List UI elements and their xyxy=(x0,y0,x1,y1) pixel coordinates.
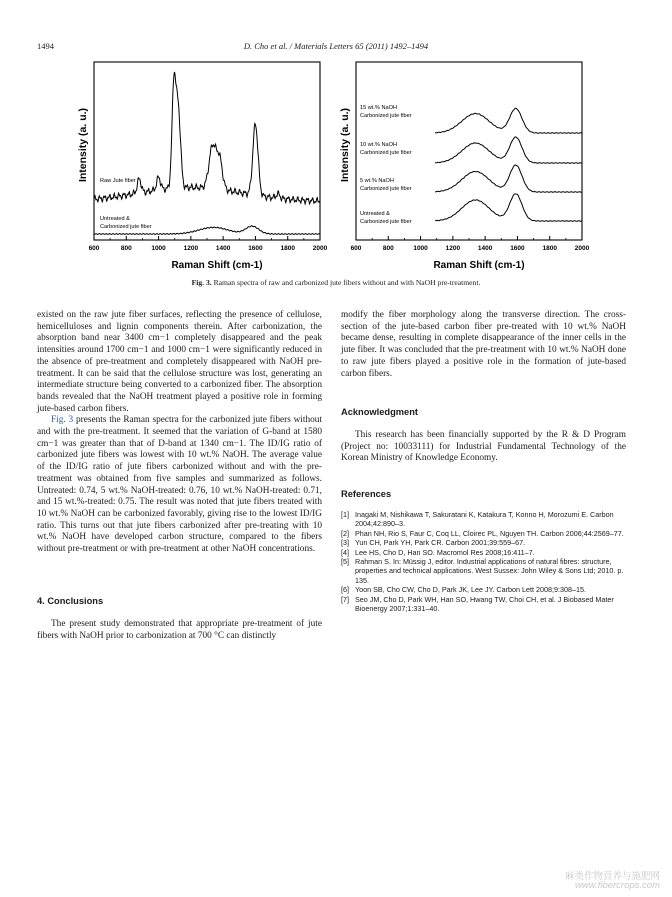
figure-caption xyxy=(0,278,672,287)
reference-number: [7] xyxy=(341,594,349,604)
references-heading: References xyxy=(341,489,392,499)
x-tick-label: 1800 xyxy=(542,245,557,252)
reference-number: [1] xyxy=(341,510,349,519)
acknowledgment-text: This research has been financially supported by the R & D Program (Project no: 10033111) for Industrial Fundamental Technology of the Korean Ministry of Knowledge Economy. xyxy=(341,430,626,464)
left-column xyxy=(37,310,322,556)
acknowledgment-heading: Acknowledgment xyxy=(341,407,418,417)
x-tick-label: 1200 xyxy=(183,245,199,252)
paragraph-morphology: modify the fiber morphology along the transverse direction. The cross-section of the jute-based carbon fiber pre-treated with 10 wt.% NaOH became dense, resulting in complete disappearance of the inner cells in the jute fiber. It was concluded that the pre-treatment with 10 wt.% NaOH done to raw jute fibers played a positive role in the formation of jute-based carbon fibers. xyxy=(341,310,626,379)
reference-number: [3] xyxy=(341,538,349,548)
reference-item xyxy=(341,510,626,529)
x-axis-label: Raman Shift (cm-1) xyxy=(433,260,525,271)
y-axis-label: Intensity (a. u.) xyxy=(77,107,89,183)
x-tick-label: 1200 xyxy=(445,245,461,252)
x-axis-label: Raman Shift (cm-1) xyxy=(171,260,263,271)
series-label-line1: Untreated & xyxy=(360,211,390,217)
reference-text: Phan NH, Rio S, Faur C, Coq LL, Cloirec PL, Nguyen TH. Carbon 2006;44:2569–77. xyxy=(355,528,624,538)
paragraph-conclusion: The present study demonstrated that appropriate pre-treatment of jute fibers with NaOH prior to carbonization at 700 °C can distinctly xyxy=(37,619,322,641)
reference-number: [6] xyxy=(341,585,349,595)
plot-frame xyxy=(94,62,320,240)
reference-item xyxy=(341,557,626,585)
raman-chart-left xyxy=(68,58,330,281)
page-number: 1494 xyxy=(37,41,54,51)
series-line xyxy=(435,194,582,221)
reference-number: [2] xyxy=(341,528,349,538)
series-line xyxy=(435,137,582,163)
figure-link[interactable]: Fig. 3 xyxy=(51,415,74,426)
series-label-carbonized-line1: Untreated & xyxy=(100,216,130,222)
reference-item xyxy=(341,585,626,594)
paragraph-raman xyxy=(37,415,322,555)
reference-item xyxy=(341,538,626,547)
x-tick-label: 1600 xyxy=(510,245,525,252)
reference-text: Lee HS, Cho D, Han SO. Macromol Res 2008;16:411–7. xyxy=(355,547,535,557)
y-axis-label: Intensity (a. u.) xyxy=(339,107,351,183)
conclusions-body xyxy=(37,619,322,642)
series-label-line1: 15 wt.% NaOH xyxy=(360,105,397,111)
x-tick-label: 800 xyxy=(120,245,132,252)
reference-text: Yun CH, Park YH, Park CR. Carbon 2001;39:559–67. xyxy=(355,538,526,548)
reference-text: Yoon SB, Cho CW, Cho D, Park JK, Lee JY. Carbon Lett 2008;9:308–15. xyxy=(355,585,586,595)
running-title: D. Cho et al. / Materials Letters 65 (2011) 1492–1494 xyxy=(243,41,429,51)
raman-chart-right xyxy=(330,58,592,281)
series-label-line2: Carbonized jute fiber xyxy=(360,113,412,119)
x-tick-label: 2000 xyxy=(312,245,328,252)
series-label-line2: Carbonized jute fiber xyxy=(360,150,412,156)
right-column xyxy=(341,310,626,380)
watermark-chinese: 麻类作物营养与施肥网 xyxy=(564,871,660,882)
series-label-line2: Carbonized jute fiber xyxy=(360,219,412,225)
x-tick-label: 600 xyxy=(350,245,362,252)
reference-list xyxy=(341,510,626,613)
x-tick-label: 1000 xyxy=(151,245,166,252)
series-line xyxy=(435,108,582,133)
series-label-raw-jute: Raw Jute fiber xyxy=(100,178,136,184)
reference-text: Inagaki M, Nishikawa T, Sakuratani K, Katakura T, Konno H, Morozumi E. Carbon 2004;42:890–3. xyxy=(355,510,614,529)
reference-text: Rahman S. In: Müssig J, editor. Industrial applications of natural fibres: structure, properties and technical applications. West Sussex: John Wiley & Sons Ltd; 2010. p. 135. xyxy=(355,557,624,585)
x-tick-label: 1600 xyxy=(248,245,263,252)
x-tick-label: 2000 xyxy=(574,245,590,252)
acknowledgment-body xyxy=(341,430,626,465)
series-label-line2: Carbonized jute fiber xyxy=(360,186,412,192)
x-tick-label: 1400 xyxy=(477,245,493,252)
series-label-carbonized-line2: Carbonized jute fiber xyxy=(100,224,152,230)
x-tick-label: 1000 xyxy=(413,245,428,252)
conclusions-heading: 4. Conclusions xyxy=(37,596,104,606)
watermark-url: www.fibercrops.com xyxy=(575,880,660,891)
series-label-line1: 10 wt.% NaOH xyxy=(360,142,397,148)
reference-number: [5] xyxy=(341,557,349,567)
paragraph-raman-text: presents the Raman spectra for the carbonized jute fibers without and with the pre-treatment. It seemed that the variation of G-band at 1580 cm−1 was greater than that of D-band at 1340 cm−1. The ID/IG ratio of carbonized jute fibers was lowest with 10 wt.% NaOH. The average value of the ID/IG ratio of jute fibers carbonized without and with the pre-treatment was obtained from five samples and summarized as follows. Untreated: 0.74, 5 wt.% NaOH-treated: 0.76, 10 wt.% NaOH-treated: 0.71, and 15 wt.%-treated: 0.75. The result was noted that jute fibers treated with 10 wt.% NaOH can be carbonized favorably, giving rise to the lowest ID/IG ratio. This turns out that jute fibers carbonized after pre-treating with 10 wt.% NaOH have developed carbon structure, compared to the fibers without pre-treatment or with pre-treatment at other NaOH concentrations. xyxy=(37,415,323,555)
x-tick-label: 1800 xyxy=(280,245,295,252)
reference-item xyxy=(341,595,626,614)
reference-item xyxy=(341,548,626,557)
x-tick-label: 1400 xyxy=(215,245,231,252)
paragraph-ftir: existed on the raw jute fiber surfaces, reflecting the presence of cellulose, hemicelluloses and lignin components therein. After carbonization, the absorption band near 3400 cm−1 completely disappeared and the peak intensities around 1700 cm−1 and 1000 cm−1 were significantly reduced in the absence of pre-treatment and completely disappeared with NaOH pre-treatment. It can be said that the cellulose structure was lost, generating an intermediate structure being converted to a carbonized fiber. The absorption bands revealed that the NaOH treatment played a positive role in forming jute-based carbon fibers. xyxy=(37,310,322,414)
reference-number: [4] xyxy=(341,547,349,557)
reference-text: Seo JM, Cho D, Park WH, Han SO, Hwang TW, Choi CH, et al. J Biobased Mater Bioenergy 2007;1:331–40. xyxy=(355,594,614,614)
x-tick-label: 600 xyxy=(88,245,100,252)
series-line xyxy=(435,165,582,192)
series-label-line1: 5 wt.% NaOH xyxy=(360,178,394,184)
x-tick-label: 800 xyxy=(382,245,394,252)
caption-label: Fig. 3. xyxy=(191,278,212,287)
series-line-raw-jute xyxy=(94,72,320,204)
reference-item xyxy=(341,529,626,538)
caption-text: Raman spectra of raw and carbonized jute fibers without and with NaOH pre-treatment. xyxy=(213,278,481,287)
